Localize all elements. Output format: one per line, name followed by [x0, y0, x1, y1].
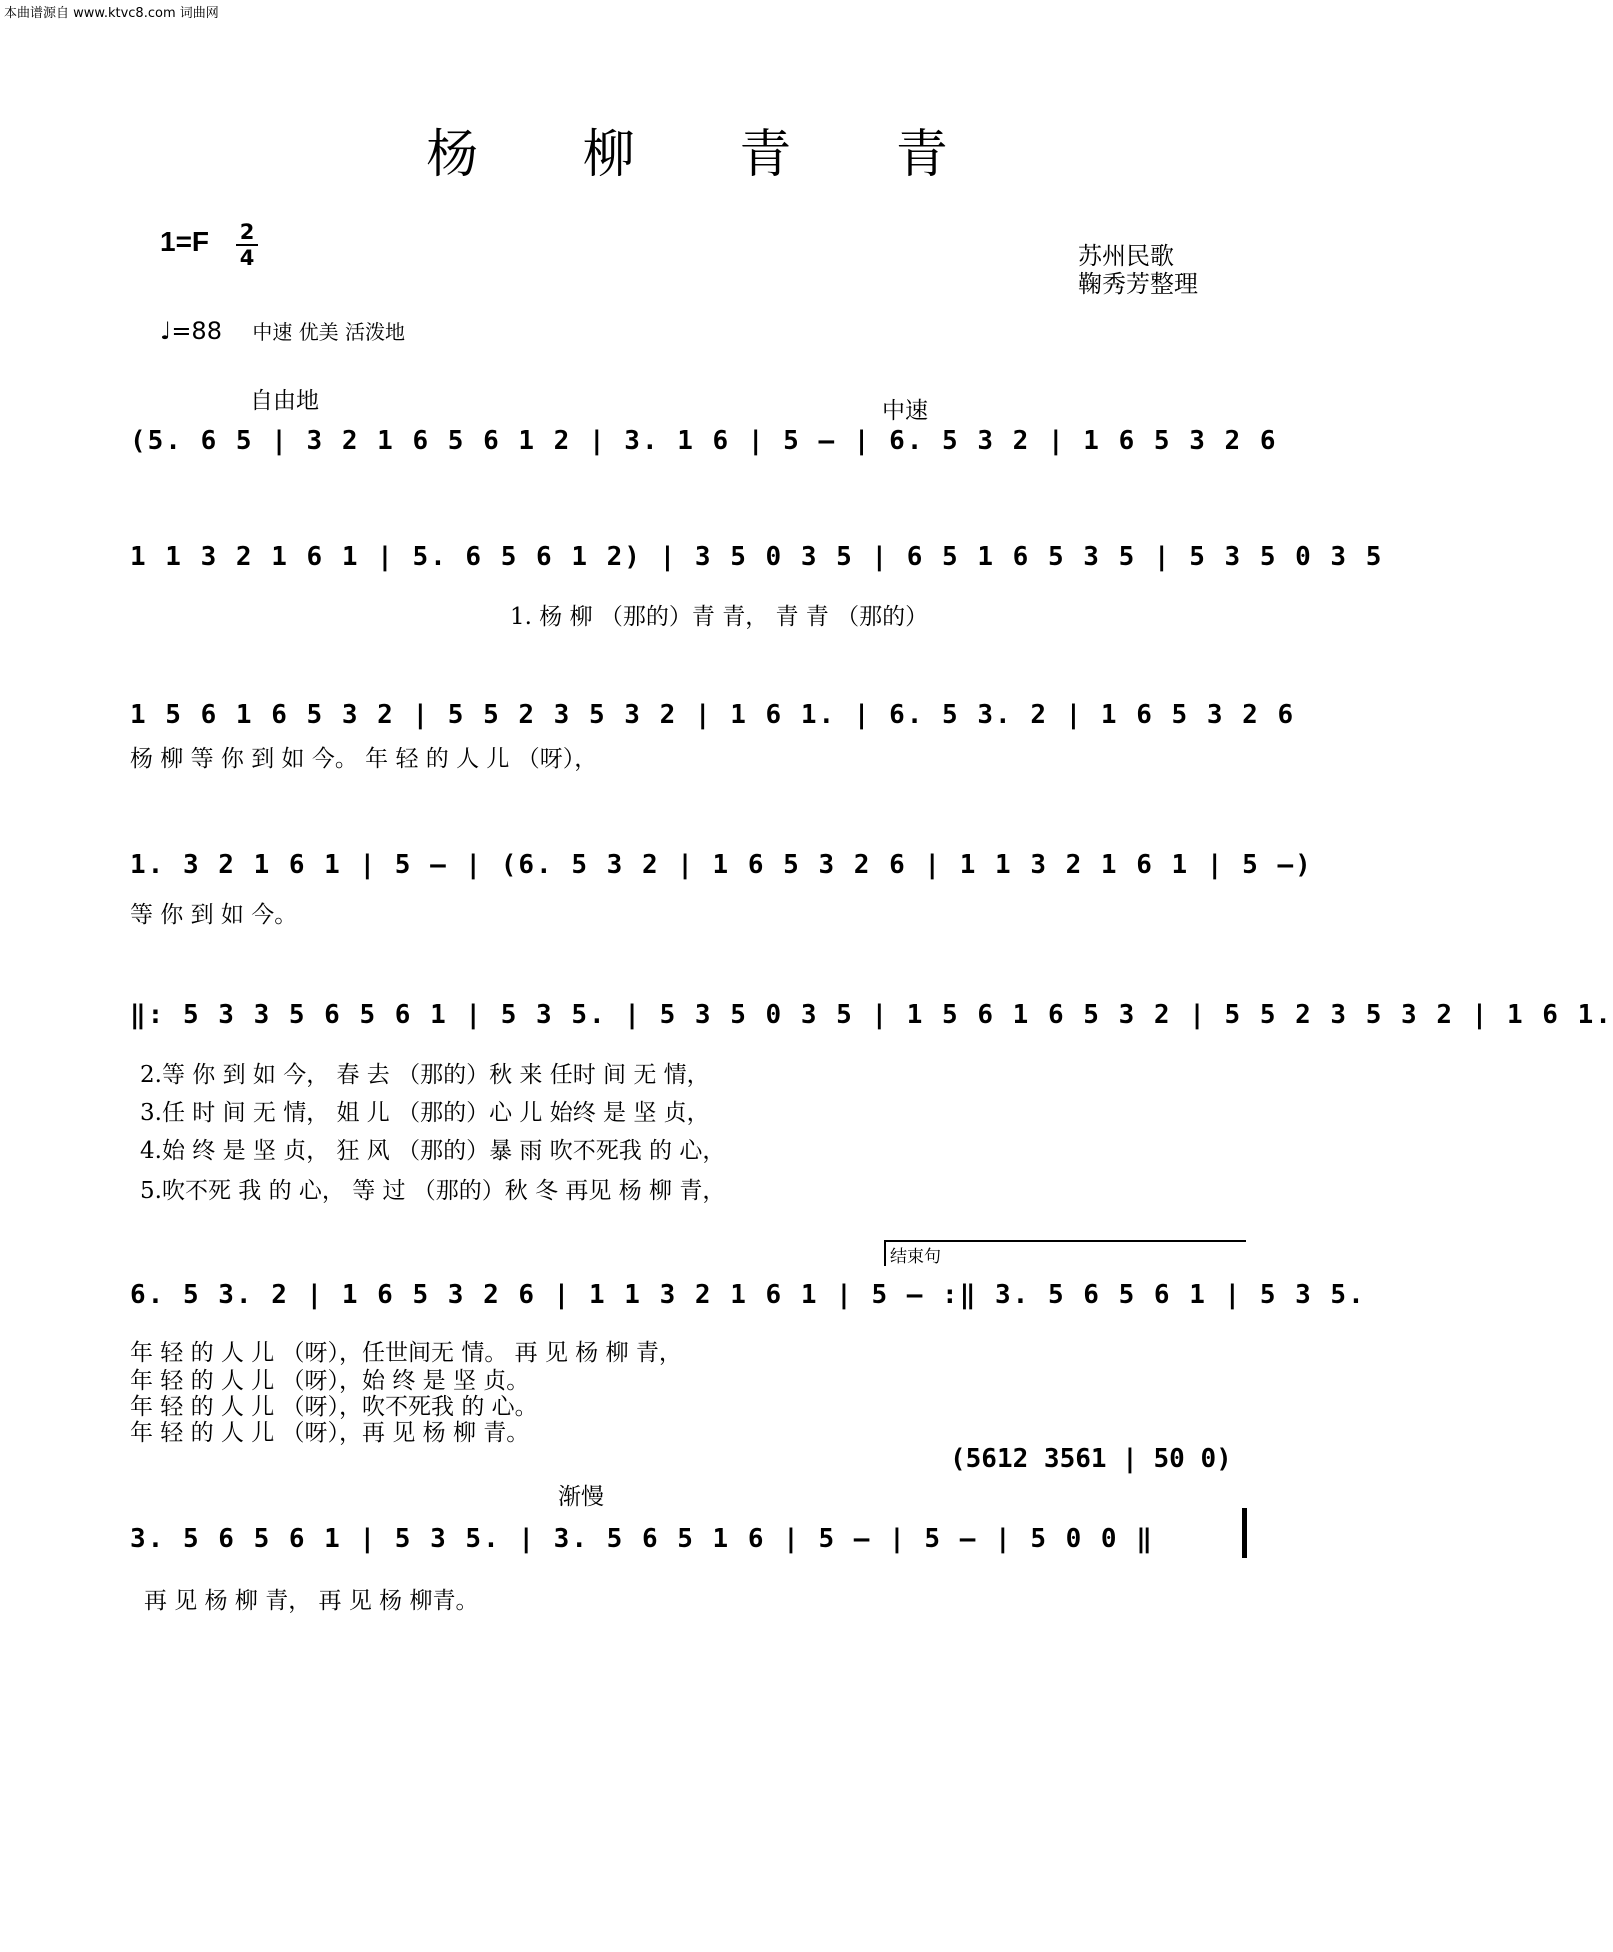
key-signature: 1=F: [160, 226, 210, 257]
ending-label: 结束句: [890, 1247, 941, 1267]
source-header: 本曲谱源自 www.ktvc8.com 词曲网: [4, 6, 219, 21]
notes-line-5: ‖: 5 3 3 5 6 5 6 1 | 5 3 5. | 5 3 5 0 3 5 | 1 5 6 1 6 5 3 2 | 5 5 2 3 5 3 2 | 1 6 1.: [130, 1000, 1613, 1030]
expression-free: 自由地: [250, 388, 319, 414]
tempo-marking: [160, 316, 405, 345]
tempo-description: 中速 优美 活泼地: [252, 320, 406, 344]
lyrics-line-4: 等 你 到 如 今。: [130, 902, 298, 928]
notes-line-7: 3. 5 6 5 6 1 | 5 3 5. | 3. 5 6 5 1 6 | 5 – | 5 – | 5 0 0 ‖: [130, 1524, 1154, 1554]
credit-origin: 苏州民歌: [1078, 242, 1174, 270]
expression-moderate: 中速: [882, 398, 928, 424]
expression-ritard: 渐慢: [558, 1484, 604, 1510]
ending-bracket: [884, 1240, 1246, 1266]
lyrics-line-2: 1. 杨 柳 （那的）青 青， 青 青 （那的）: [510, 604, 929, 630]
lyrics-line-5-verse-4: 4.始 终 是 坚 贞， 狂 风 （那的）暴 雨 吹不死我 的 心，: [140, 1138, 726, 1164]
lyrics-line-5-verse-5: 5.吹不死 我 的 心， 等 过 （那的）秋 冬 再见 杨 柳 青，: [140, 1178, 726, 1204]
time-signature-top: 2: [239, 220, 255, 244]
time-signature-bottom: 4: [236, 244, 258, 270]
lyrics-line-6-verse-3: 年 轻 的 人 儿 （呀），吹不死我 的 心。: [130, 1394, 538, 1420]
tempo-mark: ♩=88: [160, 317, 222, 345]
song-title: 杨 柳 青 青: [426, 125, 992, 185]
lyrics-line-5-verse-2: 2.等 你 到 如 今， 春 去 （那的）秋 来 任时 间 无 情，: [140, 1062, 710, 1088]
lyrics-line-6-verse-2: 年 轻 的 人 儿 （呀），始 终 是 坚 贞。: [130, 1368, 530, 1394]
notes-line-1: (5. 6 5 | 3 2 1 6 5 6 1 2 | 3. 1 6 | 5 – | 6. 5 3 2 | 1 6 5 3 2 6: [130, 426, 1278, 456]
notes-line-4: 1. 3 2 1 6 1 | 5 – | (6. 5 3 2 | 1 6 5 3 2 6 | 1 1 3 2 1 6 1 | 5 –): [130, 850, 1313, 880]
lyrics-line-7: 再 见 杨 柳 青， 再 见 杨 柳青。: [144, 1588, 479, 1614]
lyrics-line-5-verse-3: 3.任 时 间 无 情， 姐 儿 （那的）心 儿 始终 是 坚 贞，: [140, 1100, 710, 1126]
final-barline: [1242, 1508, 1247, 1558]
credit-arranger: 鞠秀芳整理: [1078, 270, 1198, 298]
ossia-passage: (5612 3561 | 50 0): [950, 1444, 1232, 1474]
time-signature: [236, 220, 258, 270]
notes-line-6: 6. 5 3. 2 | 1 6 5 3 2 6 | 1 1 3 2 1 6 1 | 5 – :‖ 3. 5 6 5 6 1 | 5 3 5.: [130, 1280, 1366, 1310]
lyrics-line-6-verse-4: 年 轻 的 人 儿 （呀），再 见 杨 柳 青。: [130, 1420, 530, 1446]
notes-line-2: 1 1 3 2 1 6 1 | 5. 6 5 6 1 2) | 3 5 0 3 5 | 6 5 1 6 5 3 5 | 5 3 5 0 3 5: [130, 542, 1384, 572]
lyrics-line-6-verse-1: 年 轻 的 人 儿 （呀），任世间无 情。 再 见 杨 柳 青，: [130, 1340, 682, 1366]
lyrics-line-3: 杨 柳 等 你 到 如 今。 年 轻 的 人 儿 （呀），: [130, 746, 598, 772]
notes-line-3: 1 5 6 1 6 5 3 2 | 5 5 2 3 5 3 2 | 1 6 1. | 6. 5 3. 2 | 1 6 5 3 2 6: [130, 700, 1296, 730]
